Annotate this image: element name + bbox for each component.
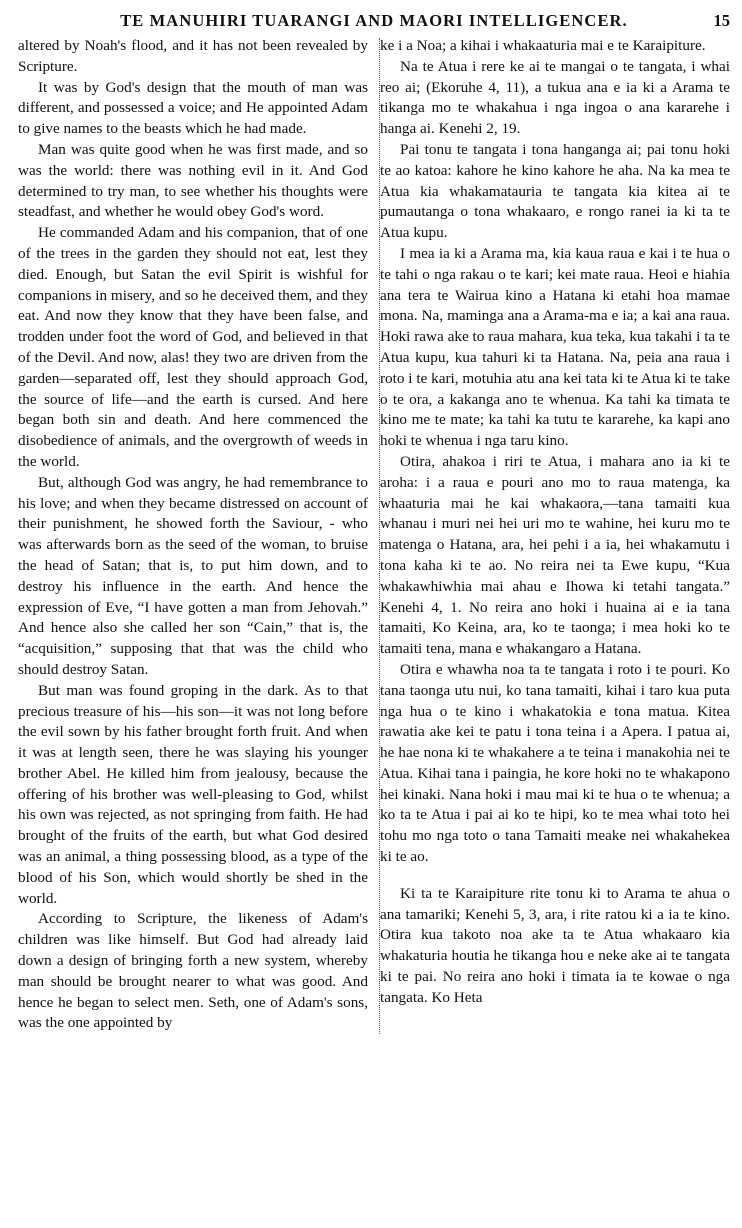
- page-number: 15: [713, 11, 730, 30]
- maori-paragraph: Na te Atua i rere ke ai te mangai o te tangata, i whai reo ai; (Ekoruhe 4, 11), a tukua ana e ia ki a Arama te tikanga mo te whakahua i nga ingoa o ana kararehe i hanga ai. Kenehi 2, 19.: [380, 57, 730, 138]
- english-column: [18, 36, 368, 1034]
- maori-paragraph: Otira, ahakoa i riri te Atua, i mahara ano ia ki te aroha: i a raua e pouri ano mo to raua matenga, ka whaaturia mai he kai whakaora,—tana tamaiti kua whanau i muri nei hei uri mo te wahine, hei kuru mo te matenga o Hatana, ara, hei pehi i a ia, hei whakamutu i tona kaha ki te ao. No reira nei ta Ewe kupu, “Kua whakawhiwhia mai ahau e Ihowa ki tetahi tangata.” Kenehi 4, 1. No reira ano hoki i huaina ai e ia tana tamaiti, Ko Keina, ara, ko te taonga; i mea hoki ko te tamaiti tena, mana e whakangaro a Hatana.: [380, 452, 730, 658]
- english-paragraph: According to Scripture, the likeness of Adam's children was like himself. But God had already laid down a design of bringing forth a new system, whereby man should be brought nearer to what was good. And hence he began to select men. Seth, one of Adam's sons, was the one appointed by: [18, 910, 368, 1032]
- english-paragraph: But, although God was angry, he had remembrance to his love; and when they became distressed on account of their punishment, he showed forth the Saviour, - who was afterwards born as the seed of the woman, to bruise the head of Satan; that is, to put him down, and to destroy his influence in the earth. And hence the expression of Eve, “I have gotten a man from Jehovah.” And hence also she called her son “Cain,” that is, the “acquisition,” supposing that that was the child who should destroy Satan.: [18, 473, 368, 678]
- maori-paragraph: Ki ta te Karaipiture rite tonu ki to Arama te ahua o ana tamariki; Kenehi 5, 3, ara, i rite ratou ki a ia te kino. Otira kua takoto noa ake ta te Atua whakaaro kia whakaturia houtia he tikanga hou e neke ake ai te tangata ki te pai. No reira ano hoki i timata ia te kowae o nga tangata. Ko Heta: [380, 884, 730, 1006]
- maori-paragraph: I mea ia ki a Arama ma, kia kaua raua e kai i te hua o te tahi o nga rakau o te kari; kei mate raua. Heoi e hiahia ana tera te Wairua kino a Hatana ki etahi hoa mamae mona. Na, maminga ana a Arama-ma e ia; a kai ana raua. Hoki rawa ake to raua mahara, kua teka, kua takahi i ta te Atua kupu, kua tahuri ki ta Hatana. Na, peia ana raua i roto i te kari, motuhia atu ana kei tata ki te Atua ki te take o te ora, a kakanga ano te whenua. Ka tahi ka timata te kino me te mate; ka tahi ka tutu te kararehe, ka kapi ano hoki te whenua i nga taru kino.: [380, 244, 730, 450]
- running-head: [18, 6, 730, 36]
- publication-title: TE MANUHIRI TUARANGI AND MAORI INTELLIGENCER.: [120, 11, 628, 30]
- english-paragraph: It was by God's design that the mouth of man was different, and possessed a voice; and He appointed Adam to give names to the beasts which he had made.: [18, 78, 368, 138]
- maori-paragraph: Pai tonu te tangata i tona hanganga ai; pai tonu hoki te ao katoa: kahore he kino kahore he aha. Na ka mea te Atua kia whakamatauria te tangata kia kitea ai te pumautanga o tona whakaaro, e rongo ranei ia ki ta te Atua kupu.: [380, 140, 730, 242]
- maori-paragraph: ke i a Noa; a kihai i whakaaturia mai e te Karaipiture.: [380, 37, 706, 54]
- english-paragraph: He commanded Adam and his companion, that of one of the trees in the garden they should not eat, lest they died. Enough, but Satan the evil Spirit is wishful for companions in misery, and so he deceived them, and they eat. And now they know that they have been false, and trodden under foot the word of God, and believed in that of the Devil. And now, alas! they two are driven from the garden—separated off, lest they should approach God, the source of life—and the earth is cursed. And here began both sin and death. And here commenced the disobedience of animals, and the overgrowth of weeds in the world.: [18, 224, 368, 470]
- column-divider: [379, 38, 380, 1034]
- english-paragraph: altered by Noah's flood, and it has not been revealed by Scripture.: [18, 37, 368, 75]
- maori-column: [380, 36, 730, 1034]
- text-columns: [18, 36, 730, 1034]
- english-paragraph: But man was found groping in the dark. As to that precious treasure of his—his son—it was not long before the evil sown by his father brought forth fruit. And when it was at length seen, there he was slaying his younger brother Abel. He killed him from jealousy, because the offering of his brother was well-pleasing to God, whilst his own was rejected, as not springing from faith. He had brought of the fruits of the earth, but what God desired was an animal, a thing possessing blood, as a type of the blood of his Son, which would shortly be shed in the world.: [18, 681, 368, 907]
- english-paragraph: Man was quite good when he was first made, and so was the world: there was nothing evil in it. And God determined to try man, to see whether his thoughts were steadfast, and whether he would obey God's word.: [18, 140, 368, 221]
- maori-paragraph: Otira e whawha noa ta te tangata i roto i te pouri. Ko tana taonga utu nui, ko tana tamaiti, kihai i taro kua puta nga hua o te kino i whakatokia e tona matua. Kitea rawatia ake kei te patu i tona teina i a Apera. I patua ai, he hae nona ki te whakahere a te teina i manakohia nei te Atua. Kihai tana i paingia, he kore hoki no te whakapono hei kinaki. Nana hoki i mau mai ki te hua o te whenua; a ko ta te Atua i pai ai ko te hipi, ko te mea whai toto hei tohu mo nga toto o tana Tamaiti meake nei whakahekea ki te ao.: [380, 660, 730, 866]
